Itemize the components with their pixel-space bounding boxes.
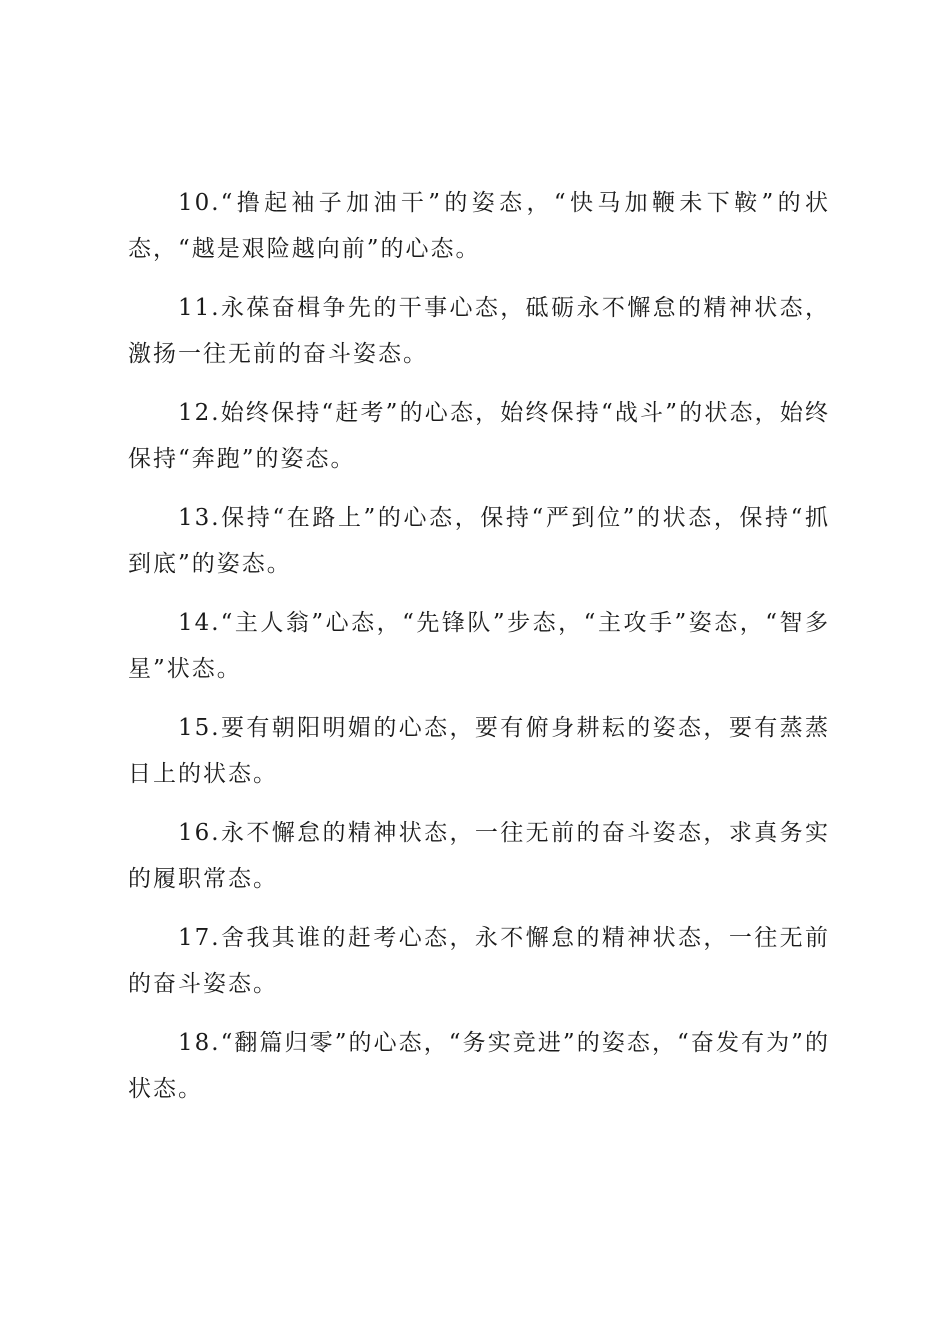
- paragraph-17: 17.舍我其谁的赶考心态，永不懈怠的精神状态，一往无前的奋斗姿态。: [128, 925, 830, 997]
- paragraph-14: 14.“主人翁”心态，“先锋队”步态，“主攻手”姿态，“智多星”状态。: [128, 610, 830, 682]
- paragraph-10: 10.“撸起袖子加油干”的姿态，“快马加鞭未下鞍”的状态，“越是艰险越向前”的心态。: [128, 190, 830, 262]
- paragraph-11: 11.永葆奋楫争先的干事心态，砥砺永不懈怠的精神状态，激扬一往无前的奋斗姿态。: [128, 295, 830, 367]
- paragraph-12: 12.始终保持“赶考”的心态，始终保持“战斗”的状态，始终保持“奔跑”的姿态。: [128, 400, 830, 472]
- paragraph-13: 13.保持“在路上”的心态，保持“严到位”的状态，保持“抓到底”的姿态。: [128, 505, 830, 577]
- paragraph-18: 18.“翻篇归零”的心态，“务实竞进”的姿态，“奋发有为”的状态。: [128, 1030, 830, 1102]
- paragraph-15: 15.要有朝阳明媚的心态，要有俯身耕耘的姿态，要有蒸蒸日上的状态。: [128, 715, 830, 787]
- paragraph-16: 16.永不懈怠的精神状态，一往无前的奋斗姿态，求真务实的履职常态。: [128, 820, 830, 892]
- document-body: [128, 180, 830, 1125]
